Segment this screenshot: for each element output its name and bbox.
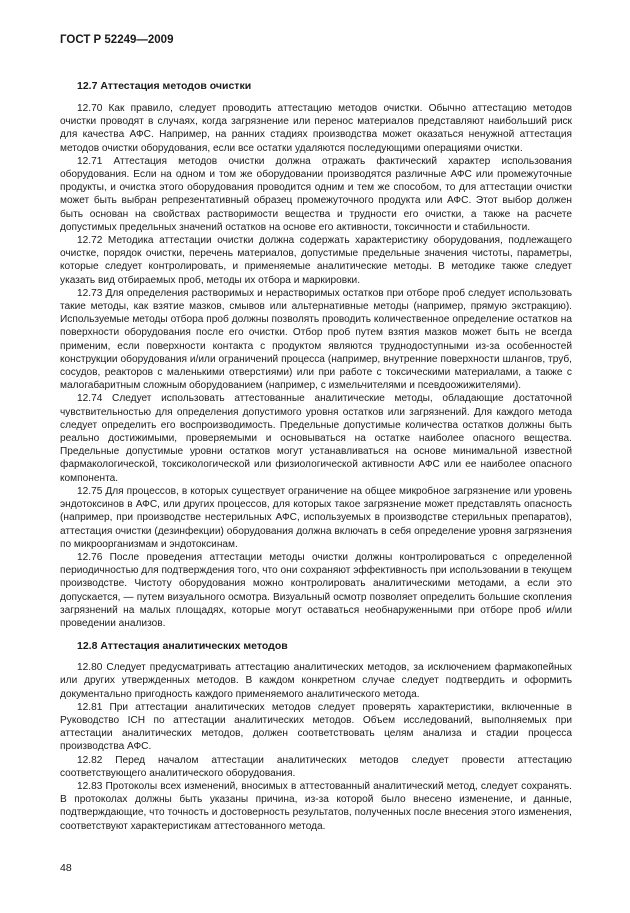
paragraph-12-81: 12.81 При аттестации аналитических методов следует проверять характеристики, включенные в Руководство ICH по аттестации аналитических методов. Объем исследований, выполняемых при аттестации аналитических методов, должен соответствовать целям анализа и стадии процесса производства АФС.	[60, 701, 572, 753]
paragraph-12-76: 12.76 После проведения аттестации методы очистки должны контролироваться с определенной периодичностью для подтверждения того, что они сохраняют эффективность при использовании в текущем производстве. Чистоту оборудования можно контролировать аналитическими методами, а если это допускается, — путем визуального осмотра. Визуальный осмотр позволяет определить большие скопления загрязнений на малых площадях, которые могут оставаться необнаруженными при отборе проб и/или проведении анализов.	[60, 551, 572, 629]
paragraph-12-75: 12.75 Для процессов, в которых существует ограничение на общее микробное загрязнение или уровень эндотоксинов в АФС, или других процессов, для которых такое загрязнение может представлять опасность (например, при производстве нестерильных АФС, используемых в производстве стерильных препаратов), аттестация очистки (дезинфекции) оборудования должна включать в себя определение уровня загрязнения по микроорганизмам и эндотоксинам.	[60, 485, 572, 550]
standard-header: ГОСТ Р 52249—2009	[60, 34, 174, 46]
paragraph-12-83: 12.83 Протоколы всех изменений, вносимых в аттестованный аналитический метод, следует сохранять. В протоколах должны быть указаны причина, из-за которой было внесено изменение, и данные, подтверждающие, что точность и достоверность результатов, полученных после внесения этого изменения, соответствуют характеристикам аттестованного метода.	[60, 780, 572, 832]
page-number: 48	[60, 862, 72, 874]
section-title-12-8: 12.8 Аттестация аналитических методов	[77, 640, 288, 653]
paragraph-12-80: 12.80 Следует предусматривать аттестацию аналитических методов, за исключением фармакопейных или других утвержденных методов. В каждом конкретном случае следует подтвердить и оформить документально пригодность каждого применяемого аналитического метода.	[60, 662, 572, 700]
paragraph-12-71: 12.71 Аттестация методов очистки должна отражать фактический характер использования оборудования. Если на одном и том же оборудовании производятся различные АФС или промежуточные продукты, и очистка этого оборудования проводится одним и тем же способом, то для аттестации очистки может быть выбран репрезентативный образец промежуточного продукта или АФС. Этот выбор должен быть основан на свойствах растворимости вещества и трудности его очистки, а также на расчете допустимых предельных значений остатков на основе его активности, токсичности и стабильности.	[60, 155, 572, 233]
paragraph-12-73: 12.73 Для определения растворимых и нерастворимых остатков при отборе проб следует использовать такие методы, как взятие мазков, смывов или альтернативные методы (например, прямую экстракцию). Используемые методы отбора проб должны позволять проводить количественное определение остатков на поверхности оборудования после его очистки. Отбор проб путем взятия мазков может быть не всегда применим, если поверхности контакта с продуктом являются труднодоступными из-за особенностей конструкции оборудования и/или ограничений процесса (например, внутренние поверхности шлангов, труб, сосудов, реакторов с маленькими отверстиями) или при работе с токсическими материалами, а также с малогабаритным сложным оборудованием (например, с измельчителями и псевдоожижителями).	[60, 287, 572, 392]
paragraph-12-72: 12.72 Методика аттестации очистки должна содержать характеристику оборудования, подлежащего очистке, порядок очистки, перечень материалов, допустимые предельные значения чистоты, параметры, которые следует контролировать, и применяемые аналитические методы. В методике также следует указать вид отбираемых проб, методы их отбора и маркировки.	[60, 235, 572, 286]
paragraph-12-74: 12.74 Следует использовать аттестованные аналитические методы, обладающие достаточной чувствительностью для определения допустимого уровня остатков или загрязнений. Для каждого метода следует определить его воспроизводимость. Предельные допустимые количества остатков должны быть реально достижимыми, проверяемыми и основываться на остатке наиболее опасного вещества. Предельные допустимые уровни остатков могут устанавливаться на основе минимальной известной фармакологической, токсикологической или физиологической активности АФС или ее наиболее опасного компонента.	[60, 393, 572, 484]
paragraph-12-82: 12.82 Перед началом аттестации аналитических методов следует провести аттестацию соответствующего аналитического оборудования.	[60, 754, 572, 779]
page-content	[60, 80, 572, 833]
paragraph-12-70: 12.70 Как правило, следует проводить аттестацию методов очистки. Обычно аттестацию методов очистки проводят в случаях, когда загрязнение или перенос материалов представляют наибольший риск для качества АФС. Например, на ранних стадиях производства может оказаться ненужной аттестация методов очистки оборудования, если все остатки удаляются последующими операциями очистки.	[60, 103, 572, 154]
section-title-12-7: 12.7 Аттестация методов очистки	[77, 80, 252, 92]
